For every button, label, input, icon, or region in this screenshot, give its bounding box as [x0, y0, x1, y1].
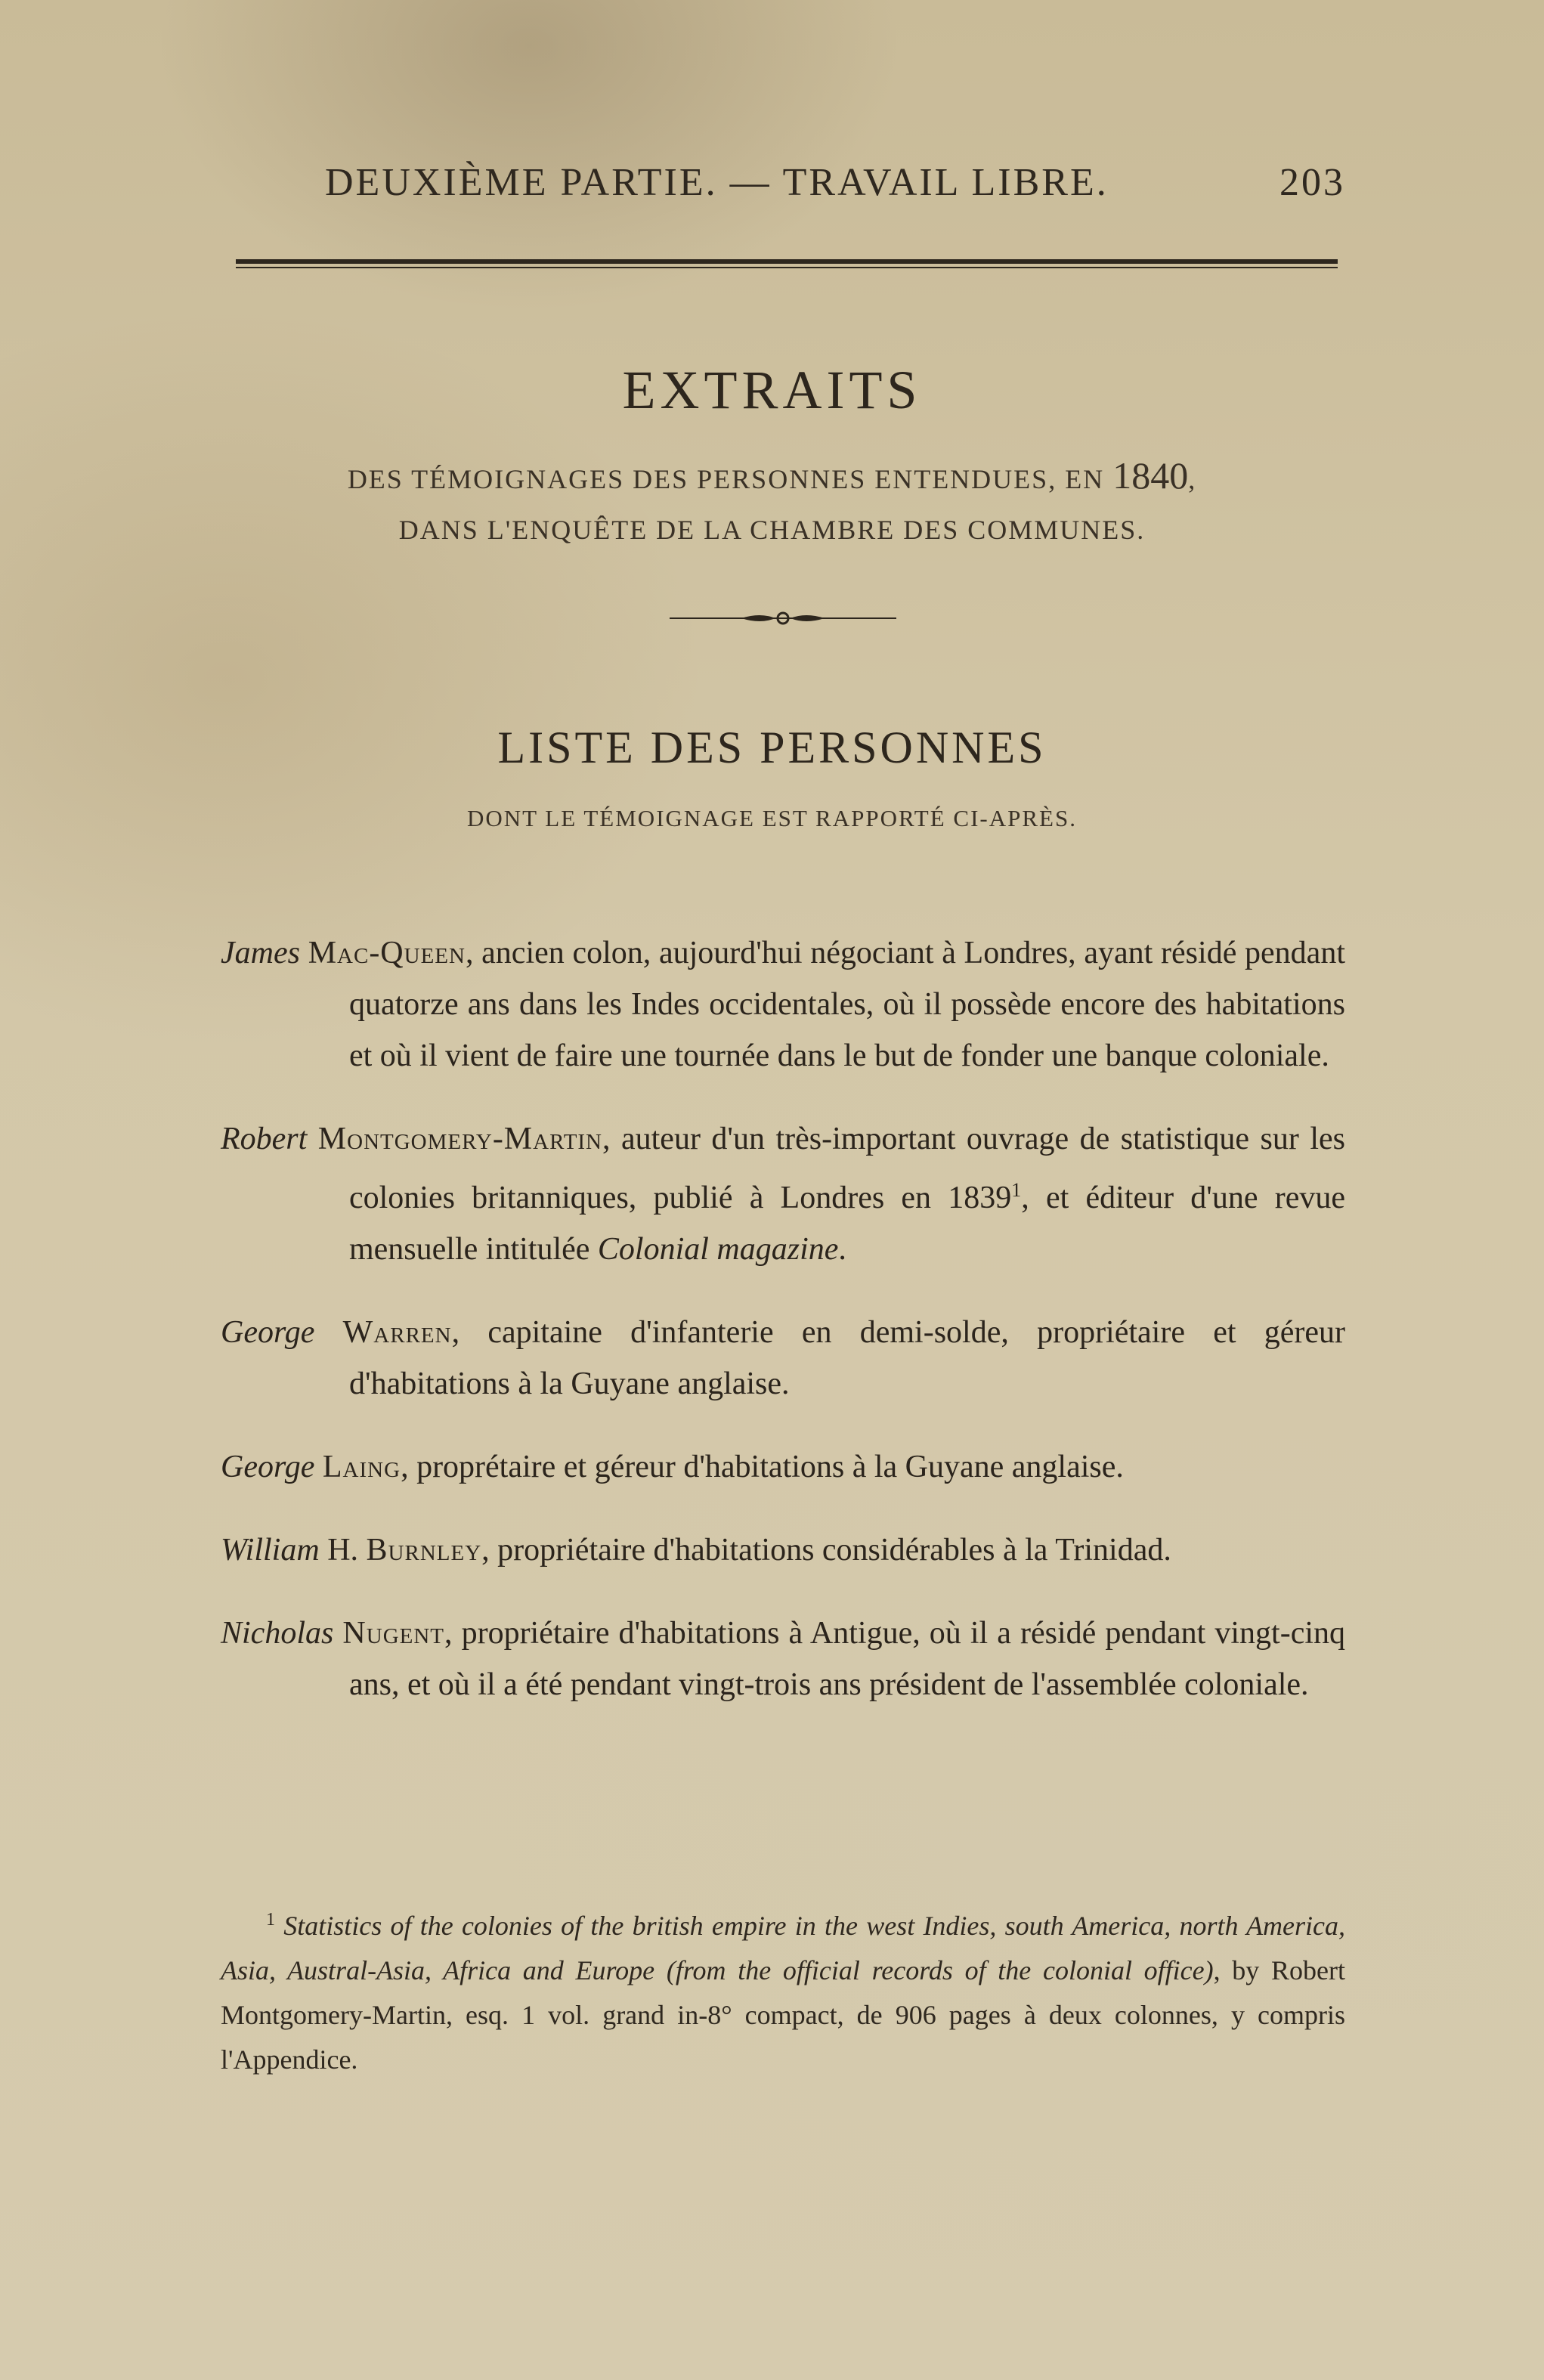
double-rule-divider [236, 259, 1338, 270]
person-first-name: George [221, 1315, 315, 1350]
list-item [221, 1608, 1345, 1710]
section-subtitle-line2: DANS L'ENQUÊTE DE LA CHAMBRE DES COMMUNES. [398, 515, 1146, 545]
subtitle-prefix: DES TÉMOIGNAGES DES PERSONNES ENTENDUES, EN [347, 464, 1113, 494]
list-item [221, 1524, 1345, 1576]
page-number: 203 [1279, 161, 1345, 204]
footnote-text: , by Robert Montgomery-Martin, esq. 1 vol. grand in-8° compact, de 906 pages à deux colonnes, y compris l'Appendice. [221, 1955, 1345, 2075]
list-item [221, 1307, 1345, 1410]
section-title: EXTRAITS [622, 360, 922, 420]
list-item [221, 1441, 1345, 1493]
person-description: , propriétaire d'habitations considérables à la Trinidad. [481, 1533, 1171, 1568]
section-subtitle-line1 [0, 453, 1544, 497]
rule-thick [236, 259, 1338, 264]
footnote-marker: 1 [266, 1910, 275, 1930]
person-middle-initial: H. [327, 1533, 359, 1568]
subtitle-suffix: , [1188, 464, 1197, 494]
footnote-work-title: Statistics of the colonies of the british empire in the west Indies, south America, north America, Asia, Austral-Asia, Africa and Europe (from the official records of the colonial office) [221, 1911, 1346, 1985]
list-item [221, 927, 1345, 1082]
person-description-cont: , et éditeur d'une revue mensuelle intitulée [349, 1181, 1345, 1267]
journal-title: Colonial magazine [597, 1232, 839, 1267]
person-description: , propriétaire d'habitations à Antigue, où il a résidé pendant vingt-cinq ans, et où il a été pendant vingt-trois ans président de l'assemblée coloniale. [349, 1616, 1346, 1702]
list-subtitle: DONT LE TÉMOIGNAGE EST RAPPORTÉ CI-APRÈS. [467, 805, 1077, 831]
person-description: , capitaine d'infanterie en demi-solde, propriétaire et géreur d'habitations à la Guyane anglaise. [349, 1315, 1346, 1401]
footnote [221, 1898, 1345, 2082]
subtitle-year: 1840 [1112, 454, 1189, 497]
person-description: , auteur d'un très-important ouvrage de statistique sur les colonies britanniques, publié à Londres en 1839 [349, 1122, 1346, 1215]
person-last-name: Nugent [342, 1616, 445, 1651]
person-first-name: James [221, 936, 300, 970]
list-title: LISTE DES PERSONNES [497, 723, 1047, 772]
person-first-name: William [221, 1533, 320, 1568]
person-list [221, 896, 1345, 1715]
list-item [221, 1113, 1345, 1275]
ornament-divider [670, 609, 896, 627]
running-head-title: DEUXIÈME PARTIE. — TRAVAIL LIBRE. [325, 161, 1109, 204]
rule-thin [236, 267, 1338, 268]
person-last-name: Mac-Queen [308, 936, 466, 970]
person-last-name: Warren [342, 1315, 452, 1350]
person-first-name: Robert [221, 1122, 308, 1156]
footnote-reference: 1 [1011, 1179, 1022, 1201]
person-first-name: Nicholas [221, 1616, 334, 1651]
person-description-end: . [838, 1232, 846, 1267]
person-last-name: Montgomery-Martin [317, 1122, 603, 1156]
person-last-name: Laing [322, 1450, 401, 1484]
person-last-name: Burnley [366, 1533, 482, 1568]
person-description: , ancien colon, aujourd'hui négociant à Londres, ayant résidé pendant quatorze ans dans les Indes occidentales, où il possède encore des habitations et où il vient de faire une tournée dans le but de fonder une banque coloniale. [349, 936, 1345, 1073]
person-first-name: George [221, 1450, 315, 1484]
person-description: , proprétaire et géreur d'habitations à la Guyane anglaise. [401, 1450, 1124, 1484]
